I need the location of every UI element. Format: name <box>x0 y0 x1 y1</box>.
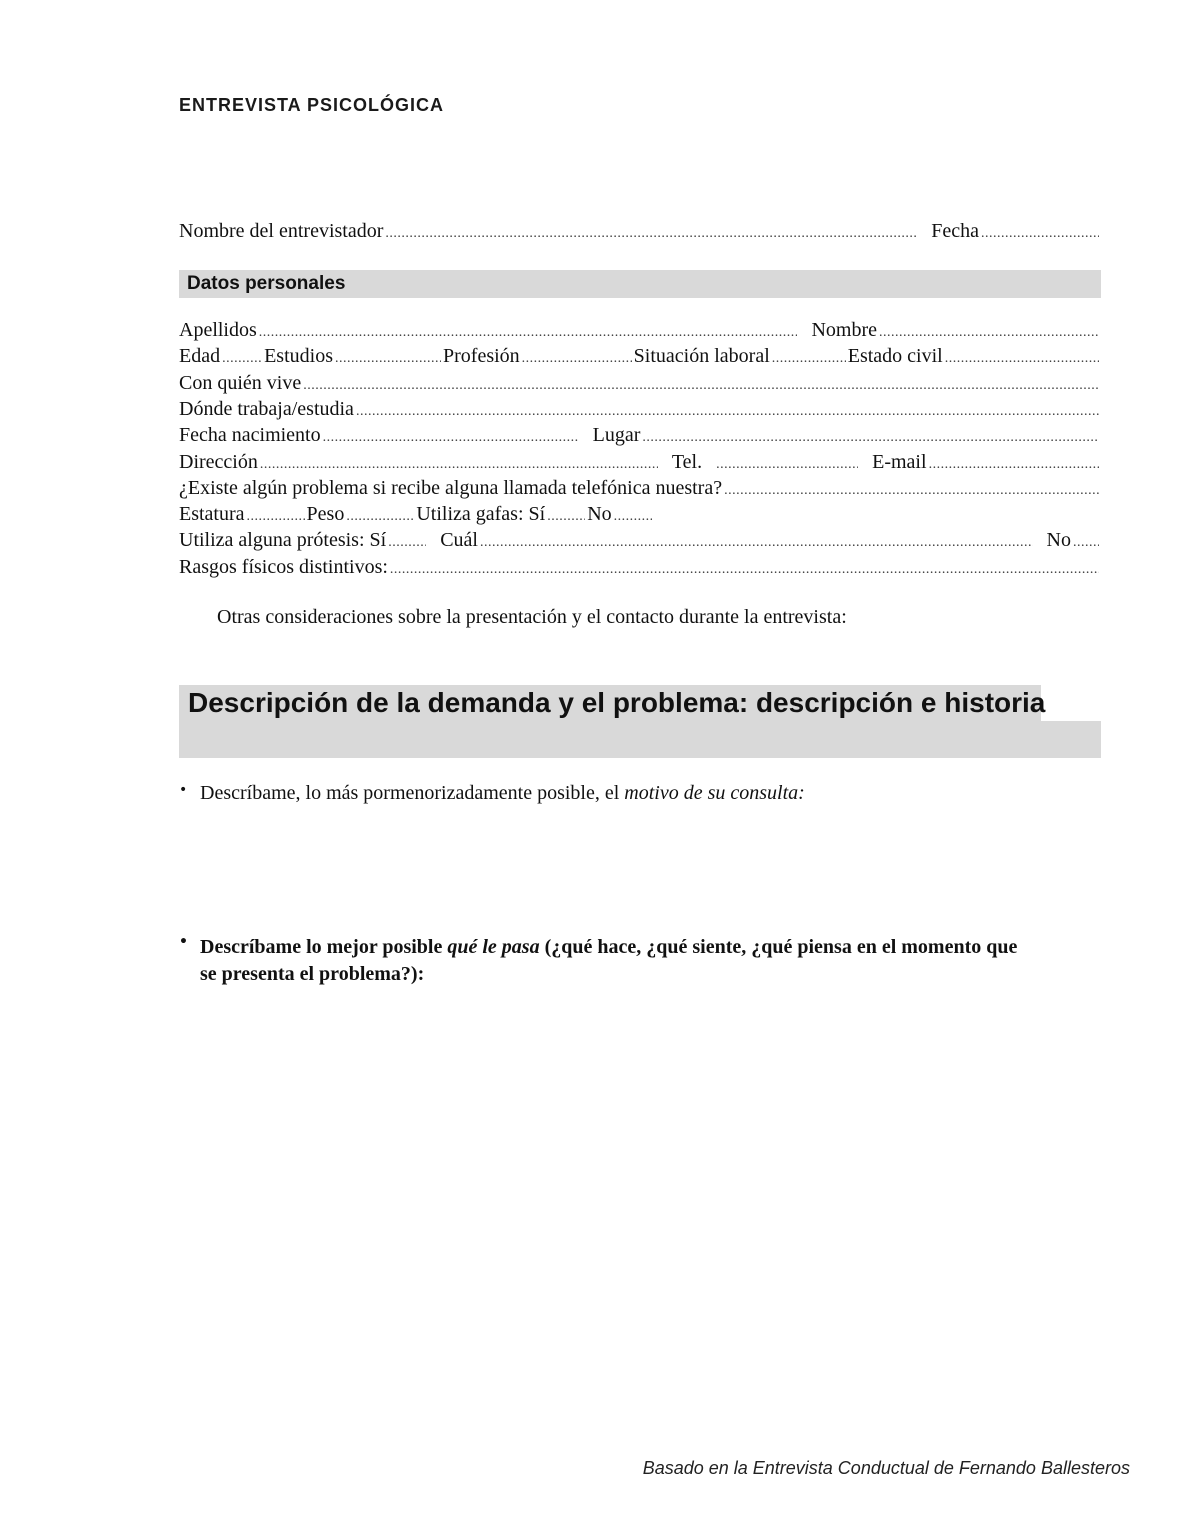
lives-with-field[interactable] <box>303 378 1099 394</box>
birth-place-field[interactable] <box>642 430 1099 446</box>
studies-label: Estudios <box>264 345 333 367</box>
marital-status-label: Estado civil <box>847 345 943 367</box>
birth-date-label: Fecha nacimiento <box>179 424 321 446</box>
employment-status-field[interactable] <box>772 351 846 367</box>
glasses-yes-field[interactable] <box>547 509 585 525</box>
workplace-field[interactable] <box>356 404 1099 420</box>
physical-traits-line <box>179 556 1101 582</box>
prosthesis-no-field[interactable] <box>1073 535 1099 551</box>
surname-field[interactable] <box>259 325 798 341</box>
demand-section-heading <box>179 684 1059 721</box>
first-name-label: Nombre <box>811 319 877 341</box>
demand-heading-text: Descripción de la demanda y el problema: descripción e historia <box>188 687 1046 718</box>
prosthesis-yes-field[interactable] <box>388 535 426 551</box>
first-name-field[interactable] <box>879 325 1099 341</box>
prosthesis-no-label: No <box>1046 529 1071 551</box>
phone-call-question: ¿Existe algún problema si recibe alguna llamada telefónica nuestra? <box>179 477 723 499</box>
prosthesis-label: Utiliza alguna prótesis: Sí <box>179 529 387 551</box>
email-label: E-mail <box>872 451 927 473</box>
height-label: Estatura <box>179 503 245 525</box>
address-line <box>179 451 1101 477</box>
glasses-no-field[interactable] <box>614 509 652 525</box>
workplace-line <box>179 398 1101 424</box>
interviewer-line <box>179 220 1101 246</box>
interviewer-name-field[interactable] <box>385 226 917 242</box>
age-studies-line <box>179 345 1101 371</box>
consultation-reason-prompt <box>200 782 1039 805</box>
age-label: Edad <box>179 345 221 367</box>
interviewer-name-label: Nombre del entrevistador <box>179 220 384 242</box>
prosthesis-which-field[interactable] <box>480 535 1033 551</box>
interview-date-label: Fecha <box>931 220 979 242</box>
page-title: ENTREVISTA PSICOLÓGICA <box>179 95 445 115</box>
personal-data-heading: Datos personales <box>187 273 346 294</box>
address-field[interactable] <box>260 457 658 473</box>
profession-label: Profesión <box>443 345 520 367</box>
marital-status-field[interactable] <box>945 351 1099 367</box>
what-happens-emphasis: qué le pasa <box>447 936 540 958</box>
what-happens-prompt <box>200 934 1039 988</box>
interview-date-field[interactable] <box>981 226 1099 242</box>
surname-line <box>179 319 1101 345</box>
surname-label: Apellidos <box>179 319 257 341</box>
birth-line <box>179 424 1101 450</box>
demand-section-bar-bottom <box>179 721 1101 758</box>
height-field[interactable] <box>247 509 305 525</box>
email-field[interactable] <box>929 457 1099 473</box>
glasses-label: Utiliza gafas: Sí <box>416 503 546 525</box>
bullet-icon: • <box>179 934 188 950</box>
what-happens-text: Descríbame lo mejor posible <box>200 936 448 958</box>
physical-traits-field[interactable] <box>390 562 1099 578</box>
phone-call-field[interactable] <box>724 483 1099 499</box>
bullet-icon: • <box>179 782 188 798</box>
studies-field[interactable] <box>335 351 441 367</box>
lives-with-label: Con quién vive <box>179 372 302 394</box>
consultation-reason-emphasis: motivo de su consulta: <box>624 782 805 804</box>
height-weight-line <box>179 503 1101 529</box>
weight-field[interactable] <box>346 509 414 525</box>
prosthesis-which-label: Cuál <box>440 529 478 551</box>
lives-with-line <box>179 372 1101 398</box>
personal-data-section-bar <box>179 270 1101 298</box>
physical-traits-label: Rasgos físicos distintivos: <box>179 556 388 578</box>
glasses-no-label: No <box>587 503 612 525</box>
profession-field[interactable] <box>522 351 632 367</box>
address-label: Dirección <box>179 451 258 473</box>
birth-place-label: Lugar <box>592 424 641 446</box>
birth-date-field[interactable] <box>323 430 579 446</box>
other-considerations-text: Otras consideraciones sobre la presentación y el contacto durante la entrevista: <box>217 606 847 628</box>
footer-credit: Basado en la Entrevista Conductual de Fernando Ballesteros <box>642 1458 1130 1478</box>
workplace-label: Dónde trabaja/estudia <box>179 398 354 420</box>
employment-status-label: Situación laboral <box>633 345 770 367</box>
phone-field[interactable] <box>716 457 858 473</box>
prosthesis-line <box>179 529 1101 555</box>
age-field[interactable] <box>222 351 262 367</box>
what-happens-questions: (¿qué hace, ¿qué siente, ¿qué piensa en el momento que se presenta el problema?): <box>200 936 1018 985</box>
phone-label: Tel. <box>671 451 703 473</box>
weight-label: Peso <box>306 503 345 525</box>
consultation-reason-text: Descríbame, lo más pormenorizadamente posible, el <box>200 782 625 804</box>
phone-call-line <box>179 477 1101 503</box>
